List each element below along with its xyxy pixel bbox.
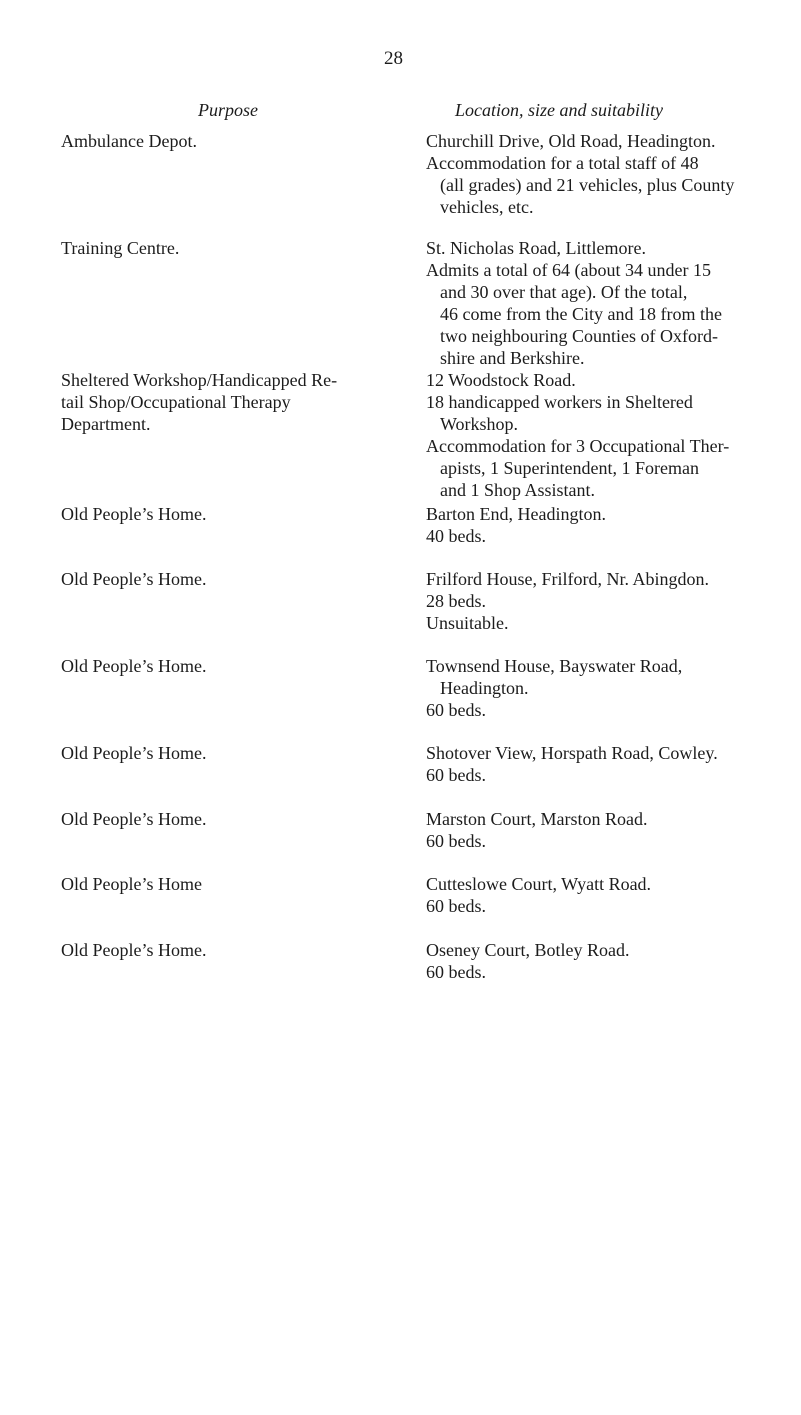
- purpose-cell: [61, 808, 391, 830]
- purpose-line: Old People’s Home.: [61, 809, 207, 829]
- location-line: Unsuitable.: [426, 613, 509, 633]
- location-cell: [426, 808, 766, 852]
- location-line: 12 Woodstock Road.: [426, 370, 576, 390]
- purpose-cell: [61, 655, 391, 677]
- location-line: Admits a total of 64 (about 34 under 15: [426, 260, 711, 280]
- location-line: two neighbouring Counties of Oxford-: [440, 326, 718, 346]
- location-line: Accommodation for a total staff of 48: [426, 153, 699, 173]
- location-cell: [426, 568, 766, 634]
- location-cell: [426, 369, 766, 501]
- location-line: Shotover View, Horspath Road, Cowley.: [426, 743, 718, 763]
- location-line: 28 beds.: [426, 591, 486, 611]
- location-line: apists, 1 Superintendent, 1 Foreman: [440, 458, 699, 478]
- purpose-cell: [61, 369, 391, 435]
- purpose-line: Ambulance Depot.: [61, 131, 197, 151]
- location-line: 46 come from the City and 18 from the: [440, 304, 722, 324]
- purpose-line: Old People’s Home.: [61, 656, 207, 676]
- purpose-line: tail Shop/Occupational Therapy: [61, 392, 291, 412]
- location-line: 60 beds.: [426, 962, 486, 982]
- location-cell: [426, 237, 766, 369]
- purpose-cell: [61, 939, 391, 961]
- page-number: 28: [384, 48, 403, 69]
- location-line: 60 beds.: [426, 896, 486, 916]
- purpose-line: Old People’s Home: [61, 874, 202, 894]
- location-line: 40 beds.: [426, 526, 486, 546]
- location-cell: [426, 873, 766, 917]
- location-line: Headington.: [440, 678, 529, 698]
- purpose-line: Old People’s Home.: [61, 940, 207, 960]
- purpose-cell: [61, 237, 391, 259]
- location-cell: [426, 503, 766, 547]
- location-line: (all grades) and 21 vehicles, plus County: [440, 175, 735, 195]
- location-line: 18 handicapped workers in Sheltered: [426, 392, 693, 412]
- purpose-line: Old People’s Home.: [61, 504, 207, 524]
- location-line: 60 beds.: [426, 765, 486, 785]
- location-line: St. Nicholas Road, Littlemore.: [426, 238, 646, 258]
- purpose-line: Old People’s Home.: [61, 743, 207, 763]
- location-cell: [426, 742, 766, 786]
- location-line: Oseney Court, Botley Road.: [426, 940, 630, 960]
- location-cell: [426, 939, 766, 983]
- purpose-line: Department.: [61, 414, 151, 434]
- location-line: Cutteslowe Court, Wyatt Road.: [426, 874, 652, 894]
- location-line: Accommodation for 3 Occupational Ther-: [426, 436, 730, 456]
- location-line: shire and Berkshire.: [440, 348, 585, 368]
- location-line: Workshop.: [440, 414, 519, 434]
- location-line: and 1 Shop Assistant.: [440, 480, 596, 500]
- location-line: 60 beds.: [426, 700, 486, 720]
- purpose-line: Training Centre.: [61, 238, 180, 258]
- location-line: Churchill Drive, Old Road, Headington.: [426, 131, 716, 151]
- purpose-cell: [61, 873, 391, 895]
- column-header-purpose: Purpose: [198, 100, 258, 120]
- location-line: 60 beds.: [426, 831, 486, 851]
- location-cell: [426, 655, 766, 721]
- location-line: Townsend House, Bayswater Road,: [426, 656, 683, 676]
- location-line: and 30 over that age). Of the total,: [440, 282, 688, 302]
- location-cell: [426, 130, 766, 218]
- location-line: Barton End, Headington.: [426, 504, 606, 524]
- purpose-line: Old People’s Home.: [61, 569, 207, 589]
- purpose-cell: [61, 130, 391, 152]
- purpose-line: Sheltered Workshop/Handicapped Re-: [61, 370, 338, 390]
- purpose-cell: [61, 742, 391, 764]
- column-header-location: Location, size and suitability: [455, 100, 664, 120]
- purpose-cell: [61, 568, 391, 590]
- location-line: vehicles, etc.: [440, 197, 534, 217]
- purpose-cell: [61, 503, 391, 525]
- location-line: Marston Court, Marston Road.: [426, 809, 648, 829]
- location-line: Frilford House, Frilford, Nr. Abingdon.: [426, 569, 709, 589]
